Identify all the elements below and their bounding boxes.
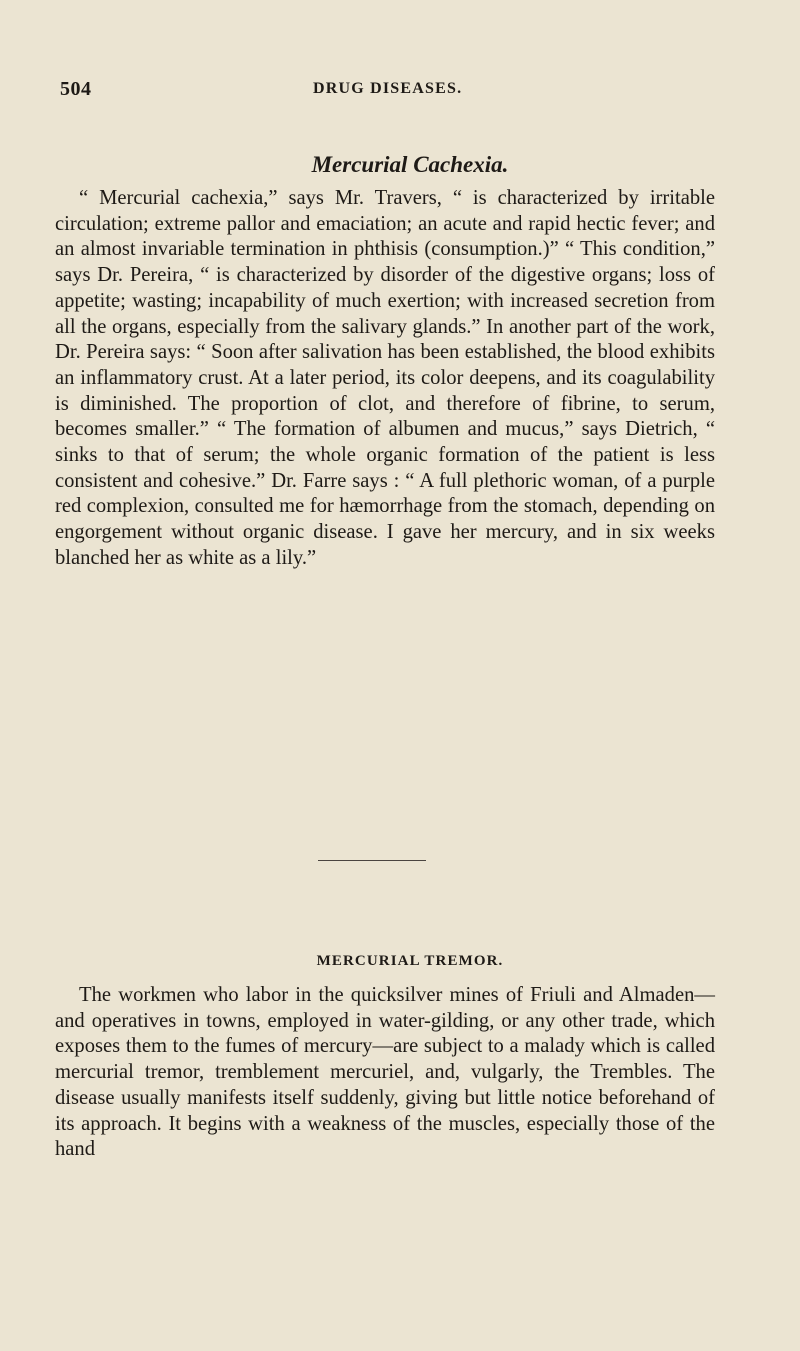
paragraph: The workmen who labor in the quicksilver mines of Friuli and Almaden—and operatives in towns, employed in water-gilding, or any other trade, which exposes them to the fumes of mercury—are subject to a malady which is called mercurial tremor, tremblement mercuriel, and, vulgarly, the Trembles. The disease usually manifests itself suddenly, giving but little notice beforehand of its approach. It begins with a weakness of the muscles, especially those of the hand bbox=[55, 984, 715, 1161]
page-number: 504 bbox=[60, 78, 92, 100]
paragraph: “ Mercurial cachexia,” says Mr. Travers, “ is characterized by irritable circulation; extreme pallor and emaciation; an acute and rapid hectic fever; and an almost invariable termination in phthisis (consumption.)” “ This condition,” says Dr. Pereira, “ is characterized by disorder of the digestive organs; loss of appetite; wasting; incapability of much exertion; with increased secretion from all the organs, especially from the salivary glands.” In another part of the work, Dr. Pereira says: “ Soon after salivation has been established, the blood exhibits an inflammatory crust. At a later period, its color deepens, and its coagulability is diminished. The proportion of clot, and therefore of fibrine, to serum, becomes smaller.” “ The formation of albumen and mucus,” says Dietrich, “ sinks to that of serum; the whole organic formation of the patient is less consistent and cohesive.” Dr. Farre says : “ A full plethoric woman, of a purple red complexion, consulted me for hæmorrhage from the stomach, depending on engorgement without organic disease. I gave her mercury, and in six weeks blanched her as white as a lily.” bbox=[55, 187, 715, 569]
section-body-mercurial-cachexia bbox=[55, 186, 715, 572]
section-title-mercurial-tremor: MERCURIAL TREMOR. bbox=[316, 953, 504, 969]
section-title-mercurial-cachexia: Mercurial Cachexia. bbox=[311, 152, 509, 177]
section-body-mercurial-tremor bbox=[55, 983, 715, 1163]
section-divider bbox=[318, 860, 426, 861]
page-header bbox=[60, 78, 760, 108]
running-head: DRUG DISEASES. bbox=[313, 80, 463, 97]
